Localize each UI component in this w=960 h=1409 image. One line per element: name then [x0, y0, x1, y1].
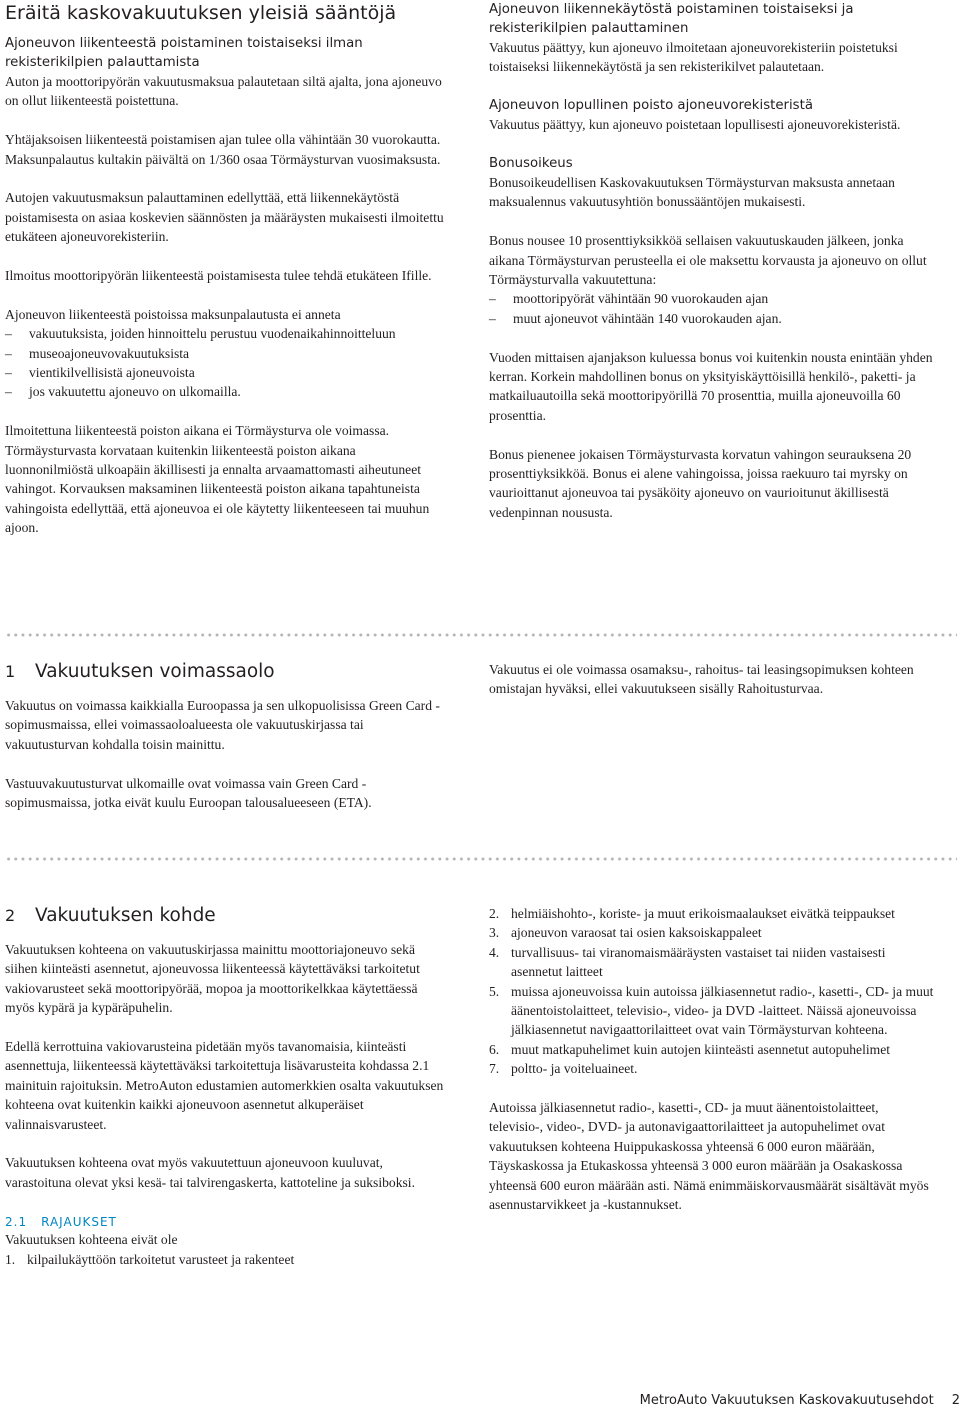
list-item: 3. ajoneuvon varaosat tai osien kaksoiskappaleet — [489, 925, 762, 941]
paragraph: Bonus nousee 10 prosenttiyksikköä sellaisen vakuutuskauden jälkeen, jonka aikana Törmäysturvan perusteella ei ole maksettu korvausta ja ajoneuvo on ollut Törmäysturvalla vakuutettuna: — [489, 233, 927, 288]
list-item: 2. helmiäishohto-, koriste- ja muut erikoismaalaukset eivätkä teippaukset — [489, 906, 895, 921]
paragraph: Vakuutus päättyy, kun ajoneuvo poistetaan lopullisesti ajoneuvorekisteristä. — [489, 117, 901, 133]
paragraph: Edellä kerrottuina vakiovarusteina pidetään myös tavanomaisia, kiinteästi asennettuja, liikenteessä käytettäväksi tarkoitettuja lisävarusteita kohdassa 2.1 mainituin rajoituksin. MetroAuton edustamien automerkkien osalta vakuutuksen kohteena ovat kuitenkin kaikki ajoneuvoon asennetut alkuperäiset valinnaisvarusteet. — [5, 1039, 444, 1132]
section-heading — [5, 660, 447, 684]
list-item: 1. kilpailukäyttöön tarkoitetut varusteet ja rakenteet — [5, 1251, 295, 1267]
section-1-right — [489, 660, 935, 699]
paragraph: Vakuutuksen kohteena ovat myös vakuutettuun ajoneuvoon kuuluvat, varastoituna olevat yksi kesä- tai talvirengaskerta, kattoteline ja suksiboksi. — [5, 1155, 415, 1190]
paragraph: Yhtäjaksoisen liikenteestä poistamisen ajan tulee olla vähintään 30 vuorokautta. Maksunpalautus kultakin päivältä on 1/360 osaa Törmäysturvan vuosimaksusta. — [5, 132, 441, 167]
paragraph: Autojen vakuutusmaksun palauttaminen edellyttää, että liikennekäytöstä poistamisesta on asiaa koskevien säännösten ja määräysten mukaisesti ilmoitettu etukäteen ajoneuvorekisteriin. — [5, 190, 444, 245]
subsection-title: RAJAUKSET — [41, 1215, 117, 1230]
section-title: Vakuutuksen kohde — [35, 905, 216, 926]
section-title: Vakuutuksen voimassaolo — [35, 661, 275, 682]
list-item: – vientikilvellisistä ajoneuvoista — [5, 365, 195, 381]
section-1-left — [5, 660, 447, 812]
subheading-bonus: Bonusoikeus — [489, 156, 573, 171]
page-number: 2 — [951, 1393, 960, 1408]
subheading-removal-with-plates: Ajoneuvon liikennekäytöstä poistaminen toistaiseksi ja rekisterikilpien palauttaminen — [489, 2, 854, 36]
page-footer — [560, 1393, 960, 1409]
paragraph: Bonus pienenee jokaisen Törmäysturvasta korvatun vahingon seurauksena 20 prosenttiyksikköä. Bonus ei alene vahingoissa, joissa raekuuro tai myrsky on vaurioittanut ajoneuvoa tai pysäköity ajoneuvo on vaurioitunut äkillisestä vedenpinnan noususta. — [489, 446, 912, 520]
footer-title: MetroAuto Vakuutuksen Kaskovakuutusehdot — [639, 1393, 934, 1408]
dotted-divider — [5, 633, 957, 637]
section-number: 1 — [5, 662, 16, 681]
paragraph: Vakuutuksen kohteena on vakuutuskirjassa mainittu moottoriajoneuvo sekä siihen kiinteästi asennetut, ajoneuvossa liikenteessä käytettäväksi tarkoitetut vakiovarusteet sekä moottoripyörää, mopoa ja moottorikelkkaa käytettäessä myös kypärä ja kypäräpuhelin. — [5, 942, 420, 1016]
subheading-final-removal: Ajoneuvon lopullinen poisto ajoneuvorekisteristä — [489, 98, 813, 114]
list-item: 5. muissa ajoneuvoissa kuin autoissa jälkiasennetut radio-, kasetti-, CD- ja muut äänentoistolaitteet, televisio-, video- ja DVD -laitteet. Näissä ajoneuvoissa jälkiasennetut navigaattorilaitteet ovat vain Törmäysturvan kohteena. — [489, 983, 934, 1038]
subsection-heading — [5, 1214, 447, 1230]
list-item: 6. muut matkapuhelimet kuin autojen kiinteästi asennetut autopuhelimet — [489, 1041, 891, 1057]
subsection-number: 2.1 — [5, 1215, 28, 1230]
section-number: 2 — [5, 906, 16, 925]
subheading-temporary-removal: Ajoneuvon liikenteestä poistaminen toistaiseksi ilman rekisterikilpien palauttamista — [5, 36, 363, 70]
list-item: – museoajoneuvovakuutuksista — [5, 345, 190, 361]
paragraph: Auton ja moottoripyörän vakuutusmaksua palautetaan siltä ajalta, jona ajoneuvo on ollut liikenteestä poistettuna. — [5, 74, 442, 109]
list-item: 7. poltto- ja voiteluaineet. — [489, 1061, 638, 1077]
paragraph: Vakuutus päättyy, kun ajoneuvo ilmoitetaan ajoneuvorekisteriin poistetuksi toistaiseksi liikennekäytöstä ja sen rekisterikilvet palautetaan. — [489, 40, 898, 75]
paragraph: Ilmoitus moottoripyörän liikenteestä poistamisesta tulee tehdä etukäteen Ifille. — [5, 268, 432, 284]
paragraph: Autoissa jälkiasennetut radio-, kasetti-, CD- ja muut äänentoistolaitteet, televisio-, video-, DVD- ja autonavigaattorilaitteet ja autopuhelimet ovat vakuutuksen kohteena Huippukaskossa yhteensä 6 000 euron määrään, Täyskaskossa ja Etukaskossa yhteensä 3 000 euron määrään ja Osakaskossa yhteensä 600 euron määrään asti. Nämä enimmäiskorvausmäärät sisältävät myös asennustarvikkeet ja -kustannukset. — [489, 1100, 929, 1213]
dotted-divider — [5, 857, 957, 861]
paragraph: Vakuutus ei ole voimassa osamaksu-, rahoitus- tai leasingsopimuksen kohteen omistajan hyväksi, ellei vakuutukseen sisälly Rahoitusturvaa. — [489, 662, 914, 697]
section-heading — [5, 904, 447, 928]
top-left-column — [5, 2, 447, 538]
list-item: – jos vakuutettu ajoneuvo on ulkomailla. — [5, 384, 241, 400]
section-2-left — [5, 904, 447, 1269]
paragraph: Vakuutus on voimassa kaikkialla Euroopassa ja sen ulkopuolisissa Green Card -sopimusmaissa, ellei voimassaoloalueesta ole vakuutuskirjassa tai vakuutusturvan kohdalla toisin mainittu. — [5, 698, 440, 752]
paragraph: Vakuutuksen kohteena eivät ole — [5, 1232, 178, 1248]
top-right-column — [489, 0, 935, 522]
paragraph: Ajoneuvon liikenteestä poistoissa maksunpalautusta ei anneta — [5, 306, 341, 322]
paragraph: Ilmoitettuna liikenteestä poiston aikana ei Törmäysturva ole voimassa. Törmäysturvasta korvataan kuitenkin liikenteestä poiston aikana luonnonilmiöstä ulkoapäin äkillisesti ja ennalta arvaamattomasti aiheutuneet vahingot. Korvauksen maksaminen liikenteestä poiston aikana tapahtuneista vahingoista edellyttää, että ajoneuvoa ei ole käytetty liikenteeseen tai muuhun ajoon. — [5, 423, 430, 536]
paragraph: Bonusoikeudellisen Kaskovakuutuksen Törmäysturvan maksusta annetaan maksualennus vakuutusyhtiön bonussääntöjen mukaisesti. — [489, 175, 895, 210]
page-title: Eräitä kaskovakuutuksen yleisiä sääntöjä — [5, 2, 397, 24]
list-item: 4. turvallisuus- tai viranomaismääräysten vastaiset tai niiden vastaisesti asennetut laitteet — [489, 944, 886, 980]
paragraph: Vuoden mittaisen ajanjakson kuluessa bonus voi kuitenkin nousta enintään yhden kerran. Korkein mahdollinen bonus on yksityiskäyttöisillä henkilö-, paketti- ja matkailuautoilla sekä moottoripyörillä 70 prosenttia, muilla ajoneuvoilla 60 prosenttia. — [489, 349, 933, 423]
section-2-right — [489, 904, 935, 1214]
paragraph: Vastuuvakuutusturvat ulkomaille ovat voimassa vain Green Card -sopimusmaissa, jotka eivät kuulu Euroopan talousalueeseen (ETA). — [5, 775, 372, 811]
list-item: – muut ajoneuvot vähintään 140 vuorokauden ajan. — [489, 310, 782, 326]
list-item: – vakuutuksista, joiden hinnoittelu perustuu vuodenaikahinnoitteluun — [5, 326, 396, 342]
list-item: – moottoripyörät vähintään 90 vuorokauden ajan — [489, 291, 769, 307]
